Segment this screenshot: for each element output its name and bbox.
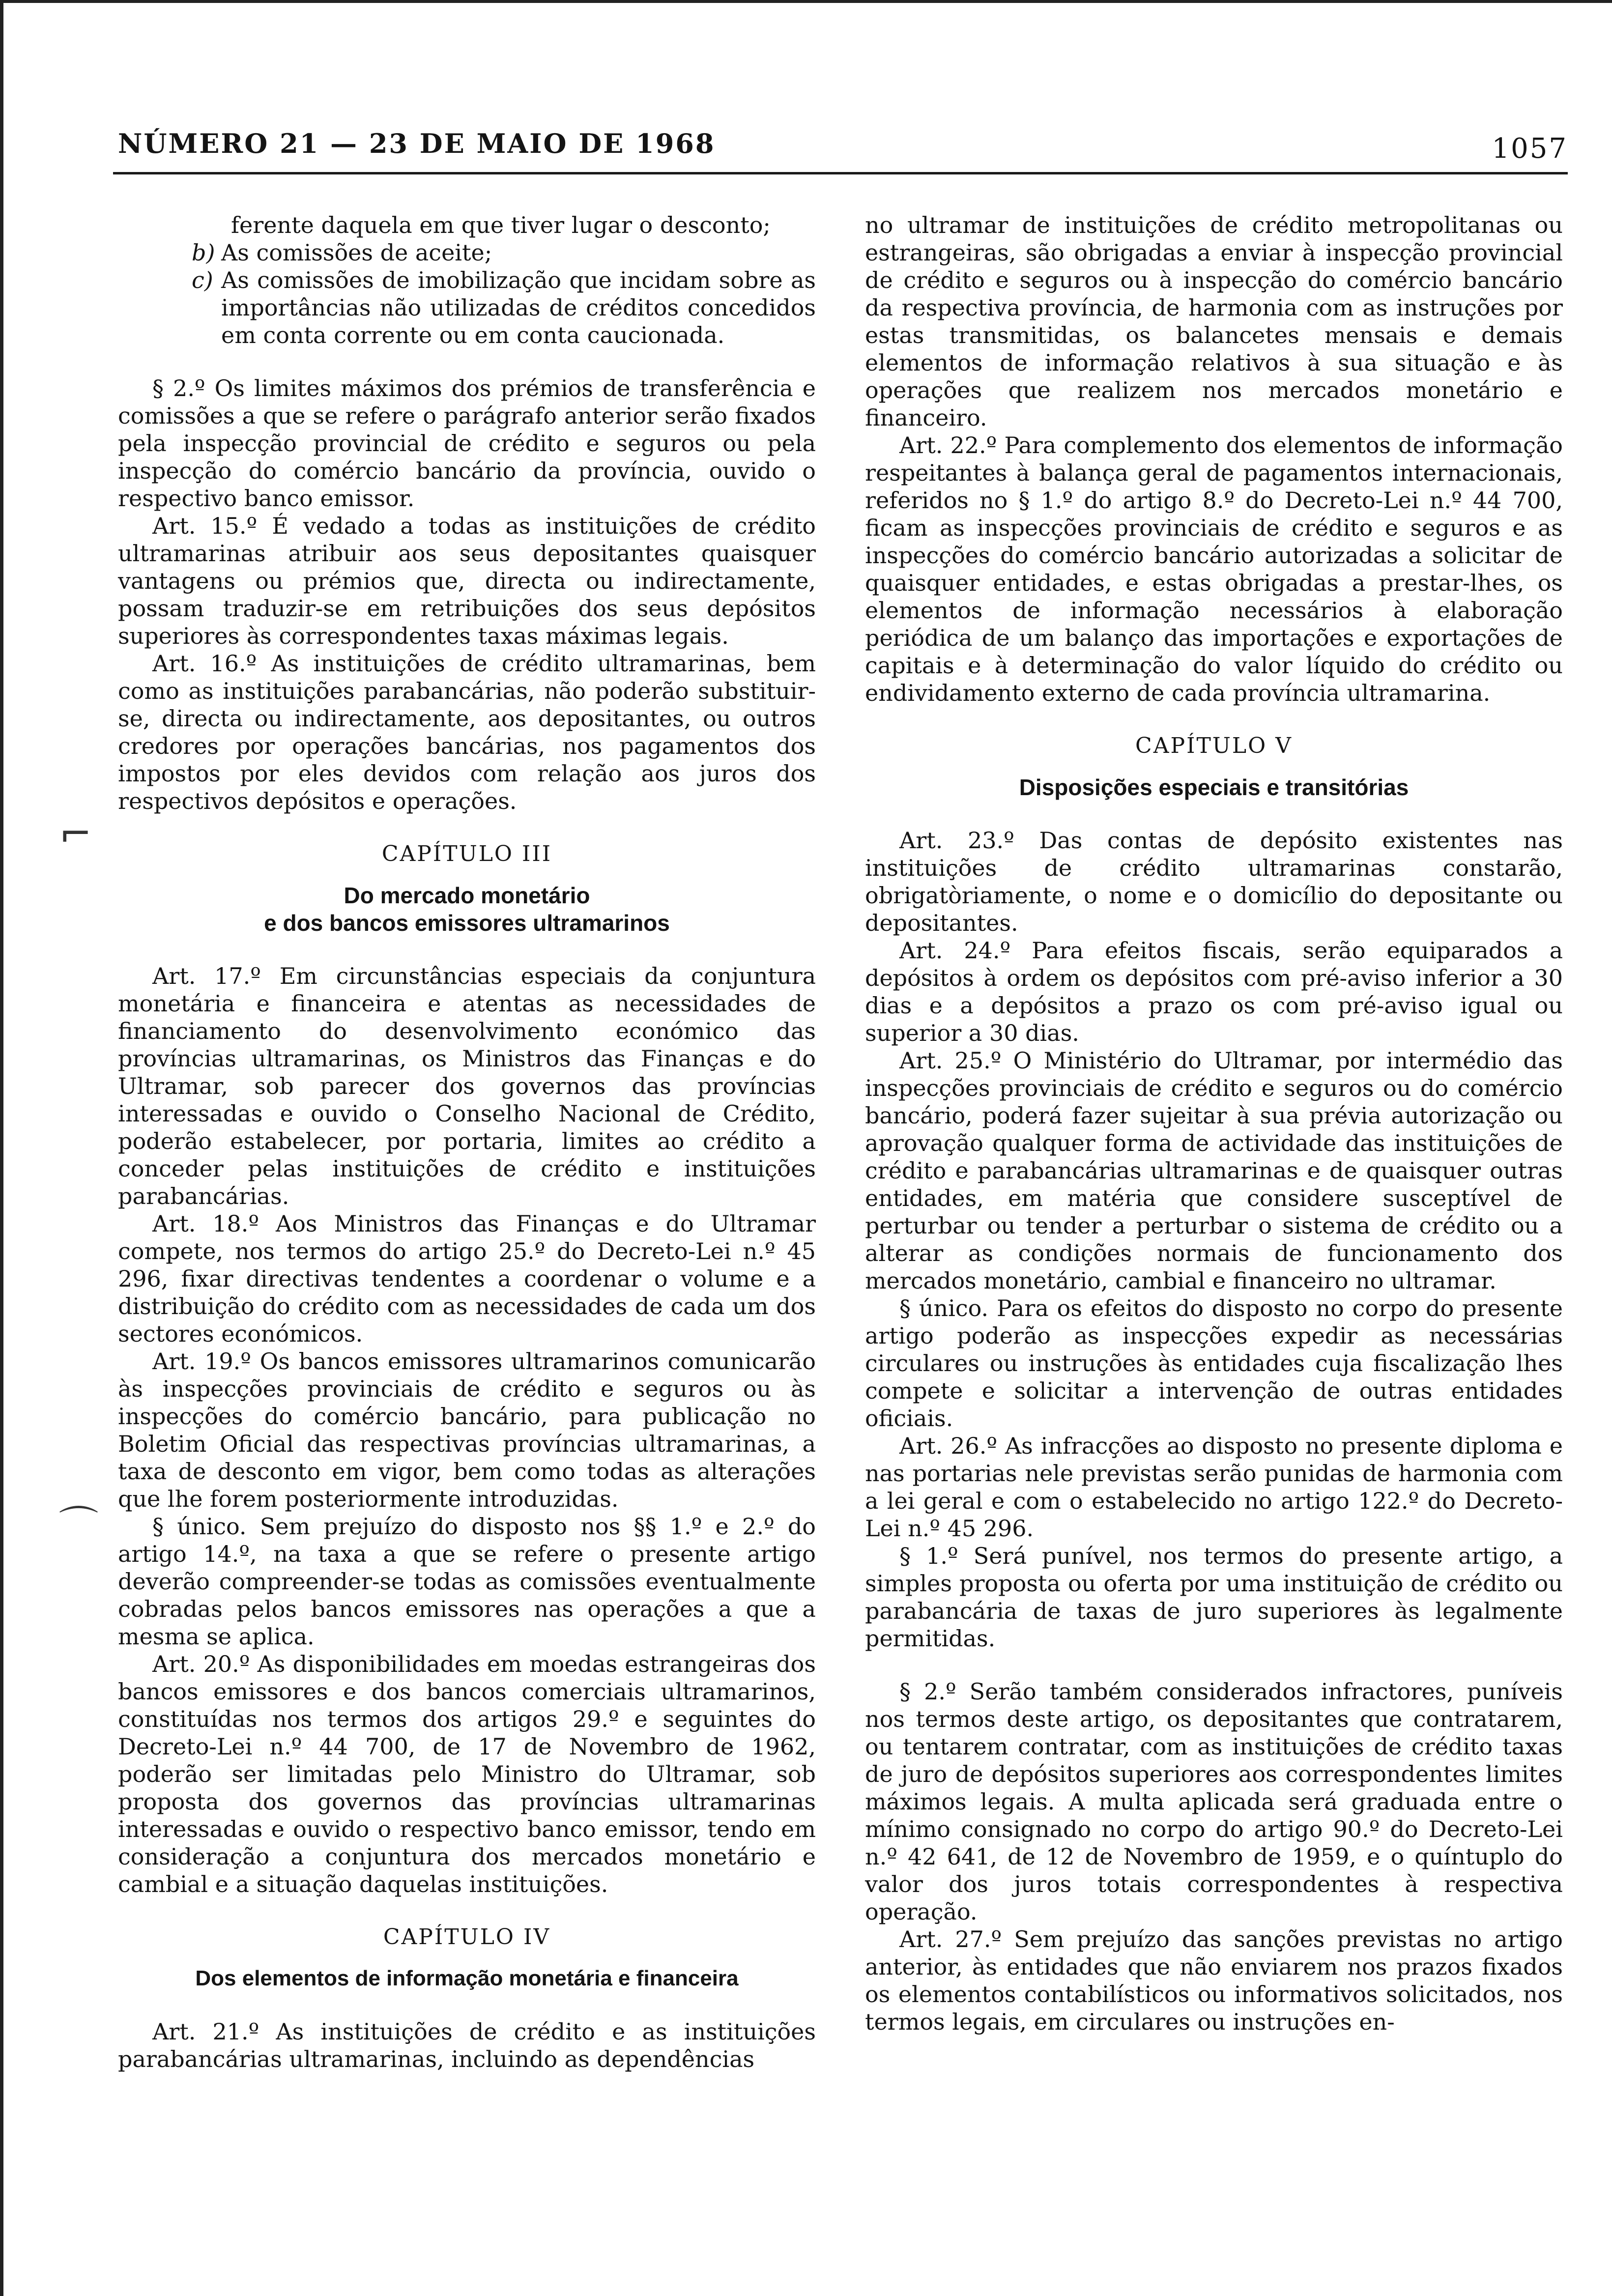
paragraph-2: § 2.º Os limites máximos dos prémios de transferência e comissões a que se refere o parágrafo anterior serão fixados pela inspecção provincial de crédito e seguros ou pela inspecção do comércio bancário da província, ouvido o respectivo banco emissor.: [118, 375, 816, 512]
article-23: Art. 23.º Das contas de depósito existentes nas instituições de crédito ultramarinas constarão, obrigatòriamente, o nome e o domicílio do depositante ou depositantes.: [865, 827, 1563, 936]
chapter-3-heading: CAPÍTULO III: [381, 841, 552, 866]
article-25: Art. 25.º O Ministério do Ultramar, por intermédio das inspecções provinciais de crédito e seguros ou do comércio bancário, poderá fazer sujeitar à sua prévia autorização ou aprovação qualquer forma de actividade das instituições de crédito e parabancárias ultramarinas e de quaisquer outras entidades, em matéria que considere susceptível de perturbar ou tender a perturbar o sistema de crédito ou a alterar as condições normais de funcionamento dos mercados monetário, cambial e financeiro no ultramar.: [865, 1047, 1563, 1294]
list-item-c: [192, 266, 816, 349]
article-21-continued: no ultramar de instituições de crédito metropolitanas ou estrangeiras, são obrigadas a enviar à inspecção provincial de crédito e seguros ou à inspecção do comércio bancário da respectiva província, de harmonia com as instruções por estas transmitidas, os balancetes mensais e demais elementos de informação relativos à sua situação e às operações que realizem nos mercados monetário e financeiro.: [865, 212, 1563, 431]
article-26: Art. 26.º As infracções ao disposto no presente diploma e nas portarias nele previstas serão punidas de harmonia com a lei geral e com o estabelecido no artigo 122.º do Decreto-Lei n.º 45 296.: [865, 1433, 1563, 1542]
article-22: Art. 22.º Para complemento dos elementos de informação respeitantes à balança geral de pagamentos internacionais, referidos no § 1.º do artigo 8.º do Decreto-Lei n.º 44 700, ficam as inspecções provinciais de crédito e seguros e as inspecções do comércio bancário autorizadas a solicitar de quaisquer entidades, e estas obrigadas a prestar-lhes, os elementos de informação necessários à elaboração periódica de um balanço das importações e exportações de capitais e à determinação do valor líquido do crédito ou endividamento externo de cada província ultramarina.: [865, 432, 1563, 706]
continuation-text: ferente daquela em que tiver lugar o desconto;: [231, 212, 771, 238]
article-16: Art. 16.º As instituições de crédito ultramarinas, bem como as instituições parabancárias, não poderão substituir-se, directa ou indirectamente, aos depositantes, ou outros credores por operações bancárias, nos pagamentos dos impostos por eles devidos com relação aos juros dos respectivos depósitos e operações.: [118, 650, 816, 814]
header-rule: [113, 172, 1568, 174]
chapter-4-heading: CAPÍTULO IV: [383, 1924, 551, 1950]
scan-border-top: [0, 0, 1612, 3]
article-19-unico: § único. Sem prejuízo do disposto nos §§ 1.º e 2.º do artigo 14.º, na taxa a que se refere o presente artigo deverão compreender-se todas as comissões eventualmente cobradas pelos bancos emissores nas operações a que a mesma se aplica.: [118, 1513, 816, 1650]
article-26-paragraph-2: § 2.º Serão também considerados infractores, puníveis nos termos deste artigo, os depositantes que contratarem, ou tentarem contratar, com as instituições de crédito taxas de juro de depósitos superiores aos correspondentes limites máximos legais. A multa aplicada será graduada entre o mínimo consignado no corpo do artigo 90.º do Decreto-Lei n.º 42 641, de 12 de Novembro de 1959, e o quíntuplo do valor dos juros totais correspondentes à respectiva operação.: [865, 1678, 1563, 1925]
article-26-paragraph-1: § 1.º Será punível, nos termos do presente artigo, a simples proposta ou oferta por uma instituição de crédito ou parabancária de taxas de juro superiores às legalmente permitidas.: [865, 1543, 1563, 1652]
scan-border-left: [0, 0, 3, 2296]
article-19: Art. 19.º Os bancos emissores ultramarinos comunicarão às inspecções provinciais de crédito e seguros ou às inspecções do comércio bancário, para publicação no Boletim Oficial das respectivas províncias ultramarinas, a taxa de desconto em vigor, bem como todas as alterações que lhe forem posteriormente introduzidas.: [118, 1348, 816, 1512]
article-15: Art. 15.º É vedado a todas as instituições de crédito ultramarinas atribuir aos seus depositantes quaisquer vantagens ou prémios que, directa ou indirectamente, possam traduzir-se em retribuições dos seus depósitos superiores às correspondentes taxas máximas legais.: [118, 513, 816, 649]
article-25-unico: § único. Para os efeitos do disposto no corpo do presente artigo poderão as inspecções expedir as necessárias circulares ou instruções às entidades cuja fiscalização lhes compete e solicitar a intervenção de outras entidades oficiais.: [865, 1295, 1563, 1432]
article-18: Art. 18.º Aos Ministros das Finanças e do Ultramar compete, nos termos do artigo 25.º do Decreto-Lei n.º 45 296, fixar directivas tendentes a coordenar o volume e a distribuição do crédito com as necessidades de cada um dos sectores económicos.: [118, 1210, 816, 1347]
left-column: [118, 211, 816, 2073]
chapter-4-title: Dos elementos de informação monetária e financeira: [195, 1966, 739, 1990]
article-20: Art. 20.º As disponibilidades em moedas estrangeiras dos bancos emissores e dos bancos comerciais ultramarinos, constituídas nos termos dos artigos 29.º e seguintes do Decreto-Lei n.º 44 700, de 17 de Novembro de 1962, poderão ser limitadas pelo Ministro do Ultramar, sob proposta dos governos das províncias ultramarinas interessadas e ouvido o respectivo banco emissor, tendo em consideração a conjuntura dos mercados monetário e cambial e a situação daquelas instituições.: [118, 1651, 816, 1897]
page-number: 1057: [1492, 133, 1568, 165]
chapter-3-title: [118, 882, 816, 937]
article-17: Art. 17.º Em circunstâncias especiais da conjuntura monetária e financeira e atentas as necessidades de financiamento do desenvolvimento económico das províncias ultramarinas, os Ministros das Finanças e do Ultramar, sob parecer dos governos das províncias interessadas e ouvido o Conselho Nacional de Crédito, poderão estabelecer, por portaria, limites ao crédito a conceder pelas instituições de crédito e instituições parabancárias.: [118, 963, 816, 1209]
list-item-b: [192, 239, 816, 266]
list-text-b: As comissões de aceite;: [221, 239, 492, 266]
issue-date: NÚMERO 21 — 23 DE MAIO DE 1968: [118, 128, 716, 159]
article-24: Art. 24.º Para efeitos fiscais, serão equiparados a depósitos à ordem os depósitos com pré-aviso inferior a 30 dias e a depósitos a prazo os com pré-aviso igual ou superior a 30 dias.: [865, 937, 1563, 1046]
chapter-5-heading: CAPÍTULO V: [1135, 733, 1293, 758]
margin-mark-2: ⌒: [59, 1503, 98, 1549]
article-21: Art. 21.º As instituições de crédito e as instituições parabancárias ultramarinas, incluindo as dependências: [118, 2018, 816, 2072]
list-letter-c: c): [192, 267, 213, 293]
chapter-3-title-line-1: Do mercado monetário: [344, 883, 590, 908]
margin-mark-1: ⌐: [59, 811, 92, 857]
right-column: [865, 211, 1563, 2036]
list-letter-b: b): [192, 239, 215, 266]
list-text-c: As comissões de imobilização que incidam sobre as importâncias não utilizadas de créditos concedidos em conta corrente ou em conta caucionada.: [221, 267, 816, 348]
chapter-3-title-line-2: e dos bancos emissores ultramarinos: [264, 910, 670, 936]
chapter-5-title: Disposições especiais e transitórias: [1019, 775, 1409, 800]
article-27: Art. 27.º Sem prejuízo das sanções previstas no artigo anterior, às entidades que não enviarem nos prazos fixados os elementos contabilísticos ou informativos solicitados, nos termos legais, em circulares ou instruções en-: [865, 1926, 1563, 2035]
page-header: [118, 123, 1568, 167]
